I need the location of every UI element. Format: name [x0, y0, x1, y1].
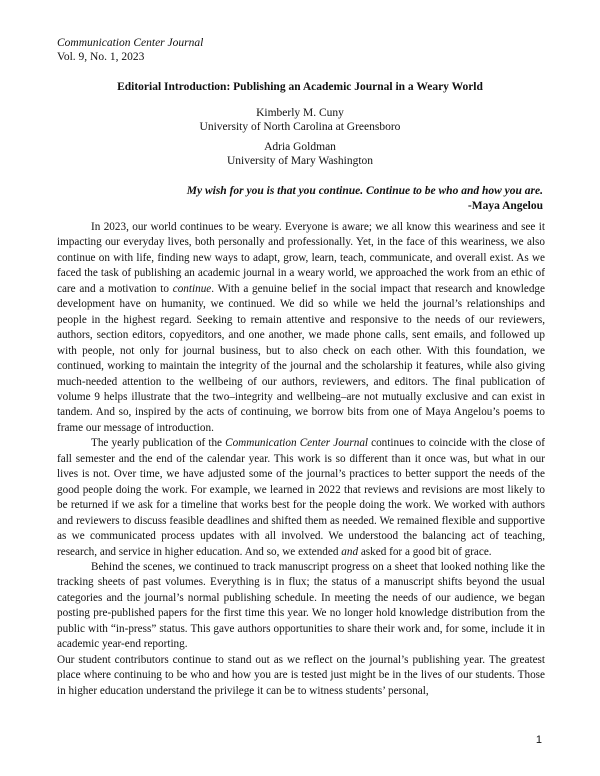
author-affiliation: University of North Carolina at Greensboro — [199, 121, 401, 133]
epigraph — [187, 184, 543, 214]
paragraph-text: The yearly publication of the — [91, 437, 226, 450]
journal-volume: Vol. 9, No. 1, 2023 — [57, 51, 145, 63]
journal-header — [57, 36, 203, 64]
page-number: 1 — [535, 734, 542, 746]
author-name: Kimberly M. Cuny — [256, 107, 344, 119]
author-block-1 — [57, 106, 543, 134]
journal-name: Communication Center Journal — [57, 37, 204, 49]
author-block-2 — [57, 140, 543, 168]
paragraph-1 — [57, 220, 545, 436]
paragraph-text: continues to coincide with the close of fall semester and the end of the calendar year. This work is so different than it once was, but what in our lives is not. Over time, we have adjusted some of the journal’s practices to better support the needs of the good people doing the work. For example, we learned in 2022 that reviews and revisions are most likely to be returned if we ask for a timeline that works best for the people doing the work. We worked with authors and reviewers to discuss feasible deadlines and shifted them as needed. We remained flexible and supportive as we communicated process updates with all involved. We understood the balancing act of teaching, research, and service in higher education. And so, we extended — [57, 437, 545, 558]
article-title: Editorial Introduction: Publishing an Academic Journal in a Weary World — [117, 81, 483, 93]
emphasis-text: and — [341, 545, 359, 558]
paragraph-2 — [57, 436, 545, 560]
paragraph-4: Our student contributors continue to stand out as we reflect on the journal’s publishing year. The greatest place where continuing to be who and how you are is tested just might be in the lives of our students. Those in higher education understand the privilege it can be to witness students’ personal, — [57, 653, 545, 697]
epigraph-attribution: -Maya Angelou — [467, 200, 543, 212]
author-affiliation: University of Mary Washington — [226, 155, 374, 167]
journal-title-emphasis: Communication Center Journal — [225, 437, 369, 450]
paragraph-text: In 2023, our world continues to be weary. Everyone is aware; we all know this weariness and see it impacting our everyday lives, both personally and professionally. Yet, in the face of this weariness, we also continue on with life, finding new ways to adapt, grow, learn, teach, communicate, and overall exist. As we faced the task of publishing an academic journal in a weary world, we approached the work from an ethic of care and a motivation to — [57, 221, 545, 295]
paragraph-3: Behind the scenes, we continued to track manuscript progress on a sheet that looked nothing like the tracking sheets of past volumes. Everything is in flux; the status of a manuscript shifts beyond the usual categories and the journal’s normal publishing schedule. In meeting the needs of our audience, we began posting pre-published papers for the first time this year. We no longer hold knowledge distribution from the public with “in-press” status. This gave authors opportunities to share their work and, for some, include it in academic year-end reporting. — [57, 560, 545, 651]
emphasis-text: continue — [172, 282, 212, 295]
epigraph-quote: My wish for you is that you continue. Continue to be who and how you are. — [186, 185, 543, 197]
article-body — [57, 220, 545, 699]
paragraph-text: . With a genuine belief in the social impact that research and knowledge development have on humanity, we continued. We did so while we held the journal’s relationships and people in the highest regard. Seeking to remain attentive and responsive to the needs of our reviewers, authors, section editors, copyeditors, and one another, we made phone calls, sent emails, and followed up with people, not only for journal business, but to also check on each other. With this foundation, we continued, working to maintain the integrity of the journal and the scholarship it features, while also giving much-needed attention to the wellbeing of our authors, reviewers, and editors. The final publication of volume 9 helps illustrate that the two–integrity and wellbeing–are not mutually exclusive and can exist in tandem. And so, inspired by the acts of continuing, we borrow bits from one of Maya Angelou’s poems to frame our message of introduction. — [57, 282, 545, 434]
paragraph-text: asked for a good bit of grace. — [358, 545, 492, 558]
author-name: Adria Goldman — [264, 141, 336, 153]
